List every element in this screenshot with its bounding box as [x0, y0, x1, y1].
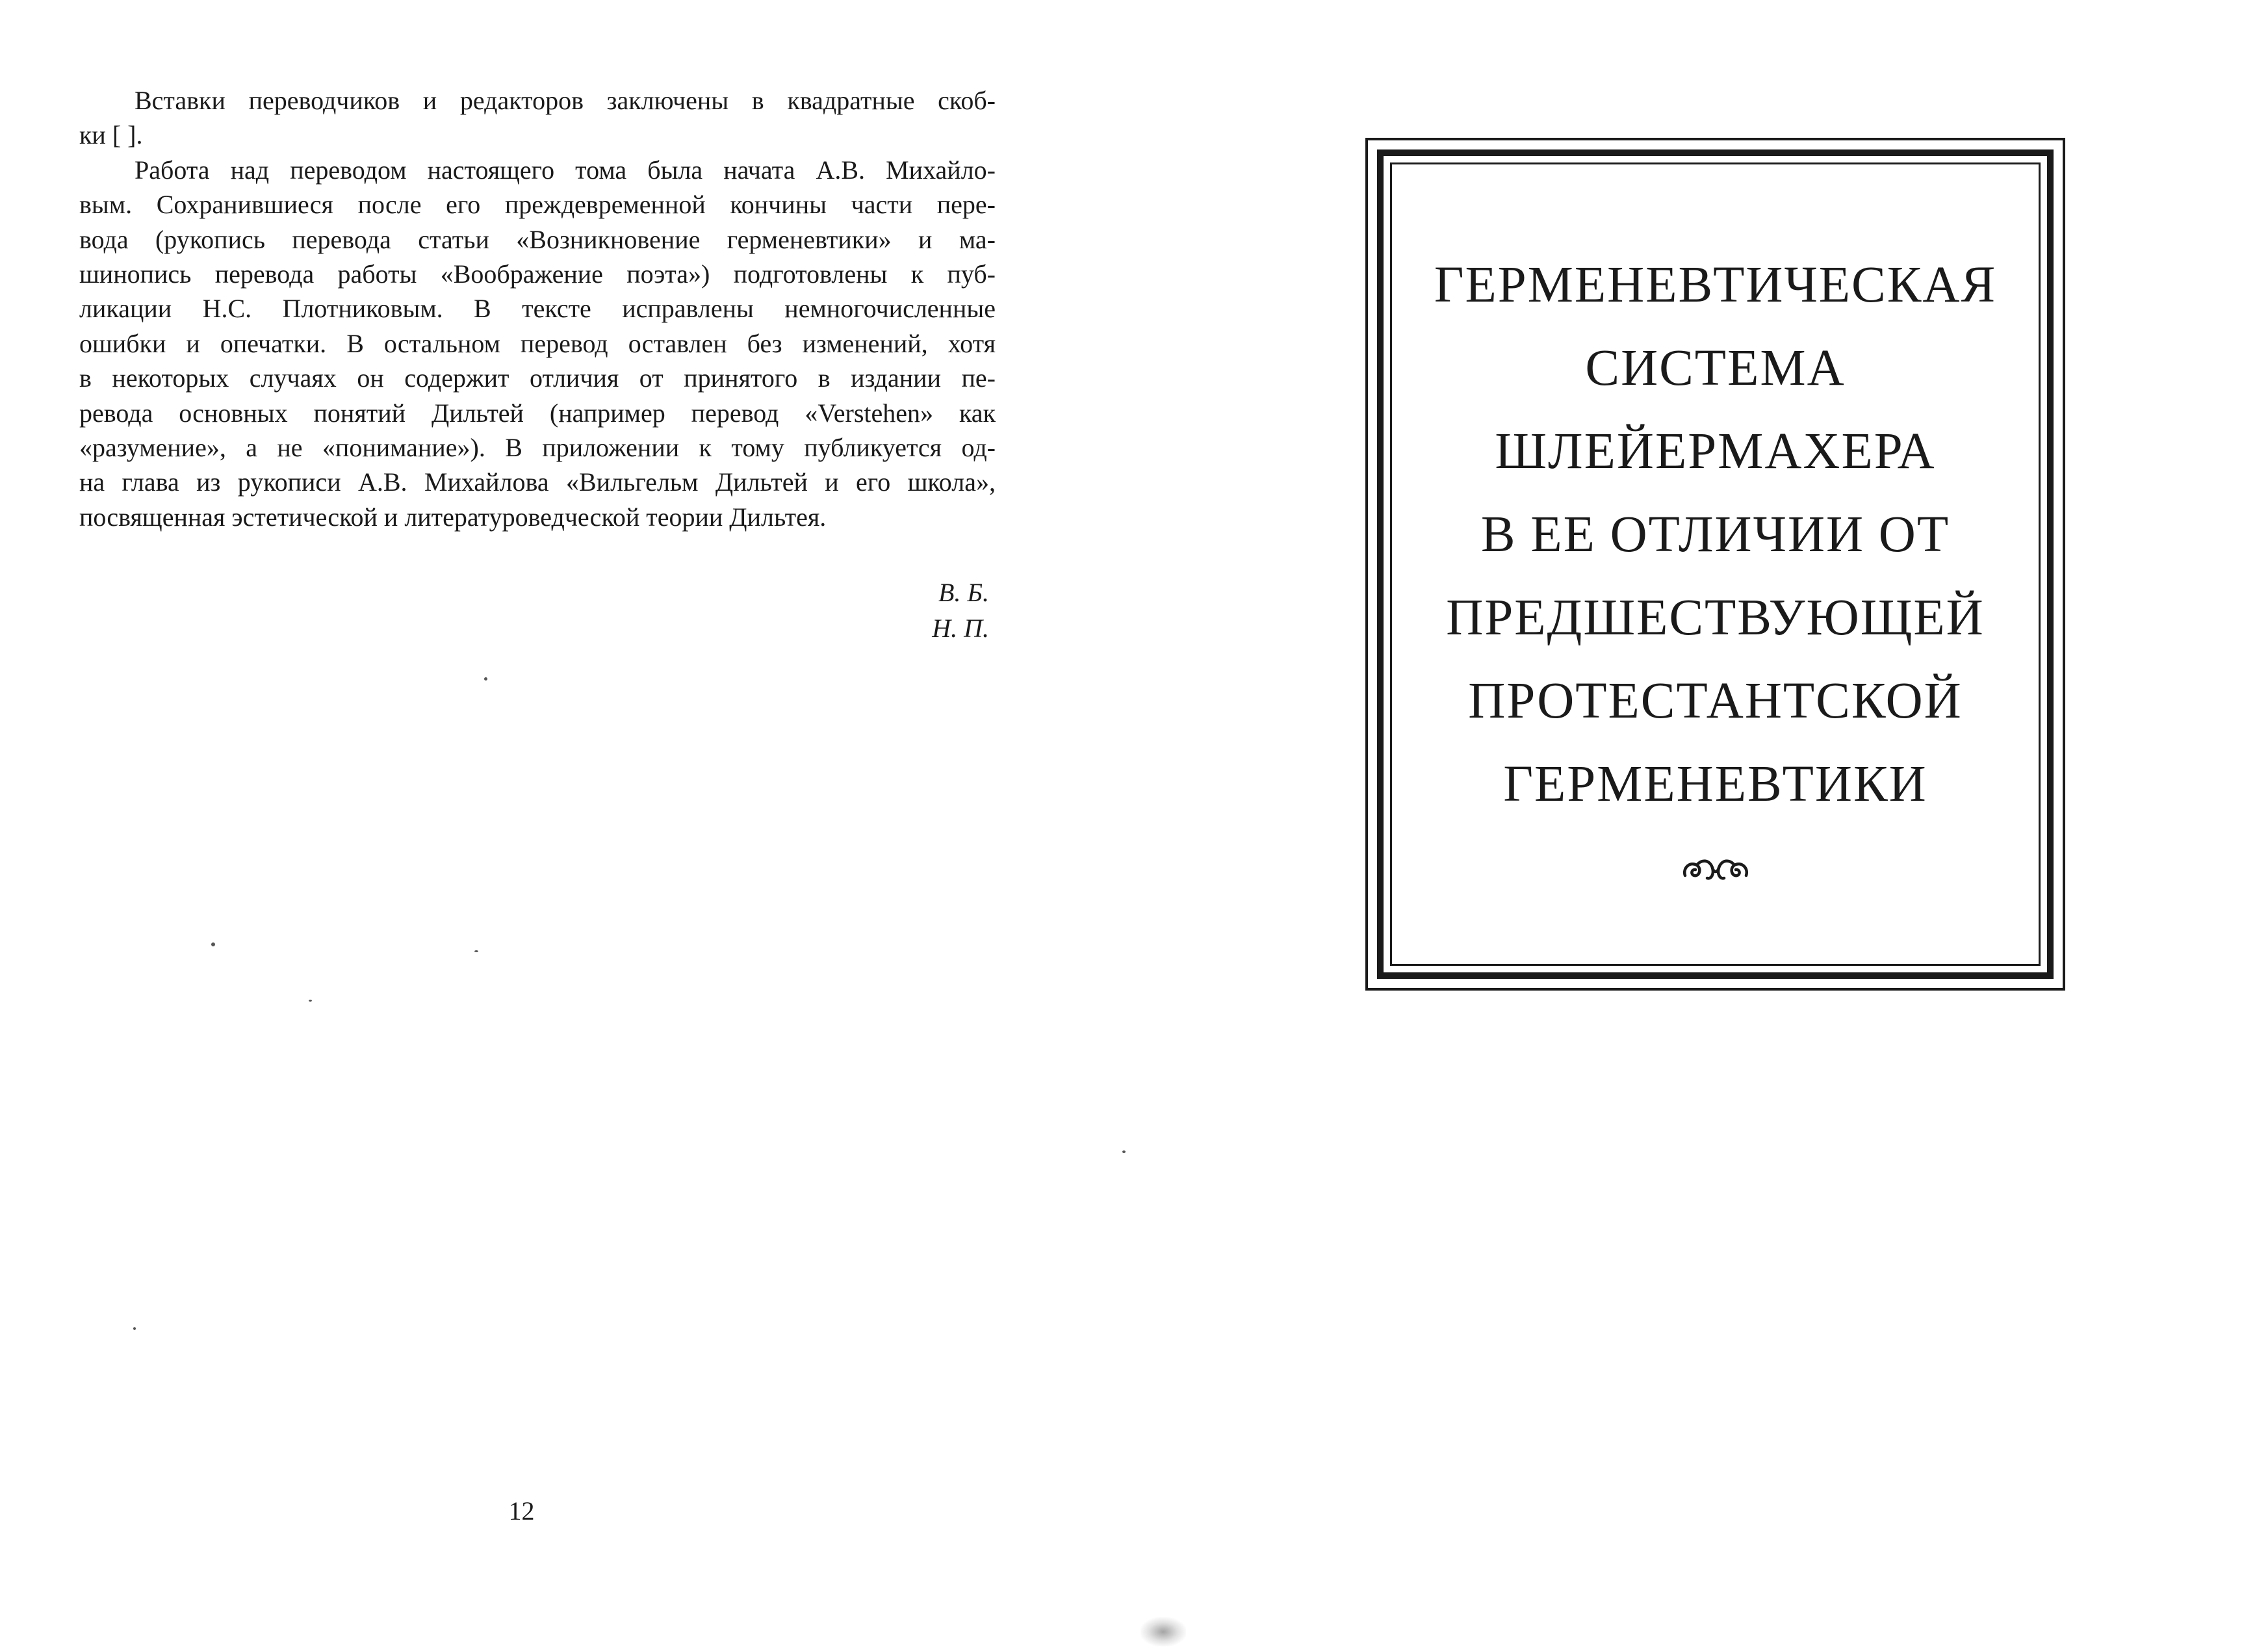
- title-frame-border: [1377, 149, 2054, 979]
- title-line: В ЕЕ ОТЛИЧИИ ОТ: [1480, 506, 1950, 563]
- body-text: [79, 83, 996, 534]
- title-line: СИСТЕМА: [1585, 340, 1846, 396]
- scan-speck: [211, 942, 215, 946]
- signature-initials-2: Н. П.: [932, 614, 989, 643]
- section-title: [1392, 244, 2039, 826]
- text-line: Вставки переводчиков и редакторов заключены в квадратные скоб-: [135, 86, 996, 115]
- text-line: ревода основных понятий Дильтей (например перевод «Verstehen» как: [79, 398, 996, 428]
- title-line: ПРОТЕСТАНТСКОЙ: [1468, 673, 1963, 729]
- title-frame: [1365, 138, 2065, 991]
- text-line: ошибки и опечатки. В остальном перевод оставлен без изменений, хотя: [79, 328, 996, 358]
- title-frame-inner: [1390, 162, 2041, 966]
- text-line: «разумение», а не «понимание»). В приложении к тому публикуется од-: [79, 432, 996, 462]
- text-line: в некоторых случаях он содержит отличия от принятого в издании пе-: [79, 363, 996, 393]
- scan-speck: [1122, 1150, 1126, 1153]
- scan-speck: [484, 677, 487, 681]
- title-line: ПРЕДШЕСТВУЮЩЕЙ: [1446, 590, 1985, 646]
- text-line: шинопись перевода работы «Воображение поэта») подготовлены к пуб-: [79, 259, 996, 289]
- text-line: Работа над переводом настоящего тома была начата А.В. Михайло-: [135, 155, 996, 185]
- signature-initials-1: В. Б.: [938, 578, 989, 607]
- title-line: ГЕРМЕНЕВТИЧЕСКАЯ: [1434, 257, 1997, 313]
- decorative-flourish-icon: [1392, 853, 2039, 892]
- text-line: на глава из рукописи А.В. Михайлова «Вильгельм Дильтей и его школа»,: [79, 467, 996, 497]
- page-number: 12: [508, 1496, 535, 1526]
- scan-speck: [309, 1000, 312, 1002]
- right-page: [1134, 0, 2268, 1649]
- scan-speck: [133, 1327, 136, 1330]
- title-line: ШЛЕЙЕРМАХЕРА: [1495, 423, 1936, 480]
- text-line: ки [ ].: [79, 120, 143, 150]
- text-line: вода (рукопись перевода статьи «Возникновение герменевтики» и ма-: [79, 224, 996, 254]
- text-line: ликации Н.С. Плотниковым. В тексте исправлены немногочисленные: [79, 294, 996, 324]
- text-line: вым. Сохранившиеся после его преждевременной кончины части пере-: [79, 190, 996, 220]
- title-line: ГЕРМЕНЕВТИКИ: [1503, 756, 1927, 812]
- scan-speck: [474, 950, 478, 952]
- text-line: посвященная эстетической и литературоведческой теории Дильтея.: [79, 502, 827, 532]
